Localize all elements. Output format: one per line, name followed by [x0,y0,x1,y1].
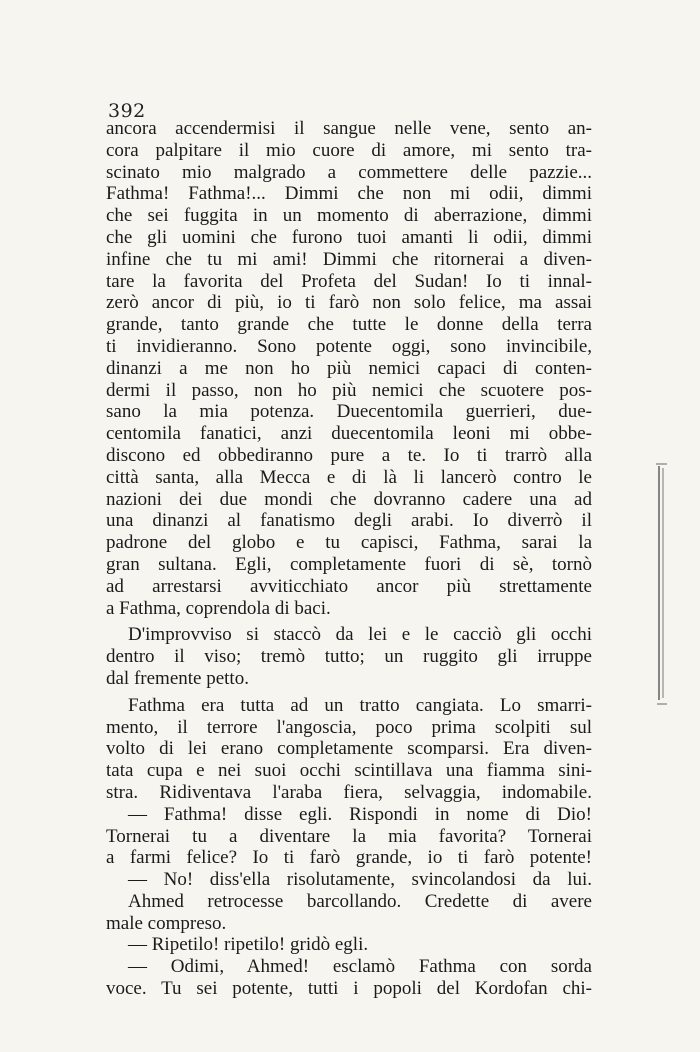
text-line: male compreso. [106,912,227,934]
text-line: sano la mia potenza. Duecentomila guerrieri, due- [106,401,592,423]
text-line: D'improvviso si staccò da lei e le cacciò gli occhi [128,624,592,646]
text-line: — Ripetilo! ripetilo! gridò egli. [128,934,369,956]
text-line: — Fathma! disse egli. Rispondi in nome di Dio! [128,803,592,825]
text-line: volto di lei erano completamente scomparsi. Era diven- [106,738,592,760]
text-line: Fathma! Fathma!... Dimmi che non mi odii, dimmi [106,183,592,205]
text-line: infine che tu mi ami! Dimmi che ritornerai a diven- [106,248,592,270]
text-line: a Fathma, coprendola di baci. [106,597,331,619]
text-line: città santa, alla Mecca e di là li lancerò contro le [106,466,592,488]
text-line: dal fremente petto. [106,667,249,689]
text-line: mento, il terrore l'angoscia, poco prima scolpiti sul [106,716,592,738]
text-line: che gli uomini che furono tuoi amanti li odii, dimmi [106,226,592,248]
text-line: cora palpitare il mio cuore di amore, mi sento tra- [106,139,592,161]
text-line: tata cupa e nei suoi occhi scintillava una fiamma sini- [106,760,592,782]
margin-scan-mark [655,458,669,708]
body-text [106,118,592,1000]
text-line: Fathma era tutta ad un tratto cangiata. Lo smarri- [128,694,592,716]
text-line: ad arrestarsi avviticchiato ancor più strettamente [106,575,592,597]
text-line: che sei fuggita in un momento di aberrazione, dimmi [106,205,592,227]
text-line: centomila fanatici, anzi duecentomila leoni mi obbe- [106,423,592,445]
text-line: stra. Ridiventava l'araba fiera, selvaggia, indomabile. [106,781,592,803]
text-line: nazioni dei due mondi che dovranno cadere una ad [106,488,592,510]
text-line: Tornerai tu a diventare la mia favorita? Tornerai [106,825,592,847]
text-line: a farmi felice? Io ti farò grande, io ti farò potente! [106,847,592,869]
text-line: padrone del globo e tu capisci, Fathma, sarai la [106,532,592,554]
text-line: zerò ancor di più, io ti farò non solo felice, ma assai [106,292,592,314]
text-line: scinato mio malgrado a commettere delle pazzie... [106,161,592,183]
text-line: — No! diss'ella risolutamente, svincolandosi da lui. [128,869,592,891]
text-line: ancora accendermisi il sangue nelle vene, sento an- [106,118,592,139]
text-line: dermi il passo, non ho più nemici che scuotere pos- [106,379,592,401]
text-line: ti invidieranno. Sono potente oggi, sono invincibile, [106,335,592,357]
page-number: 392 [108,100,146,122]
text-line: — Odimi, Ahmed! esclamò Fathma con sorda [128,956,592,978]
text-line: discono ed obbediranno pure a te. Io ti trarrò alla [106,444,592,466]
text-line: una dinanzi al fanatismo degli arabi. Io diverrò il [106,510,592,532]
text-line: Ahmed retrocesse barcollando. Credette di avere [128,890,592,912]
text-line: voce. Tu sei potente, tutti i popoli del Kordofan chi- [106,978,592,1000]
text-line: grande, tanto grande che tutte le donne della terra [106,314,592,336]
text-line: dentro il viso; tremò tutto; un ruggito gli irruppe [106,646,592,668]
text-line: dinanzi a me non ho più nemici capaci di conten- [106,357,592,379]
text-line: gran sultana. Egli, completamente fuori di sè, tornò [106,553,592,575]
text-line: tare la favorita del Profeta del Sudan! Io ti innal- [106,270,592,292]
